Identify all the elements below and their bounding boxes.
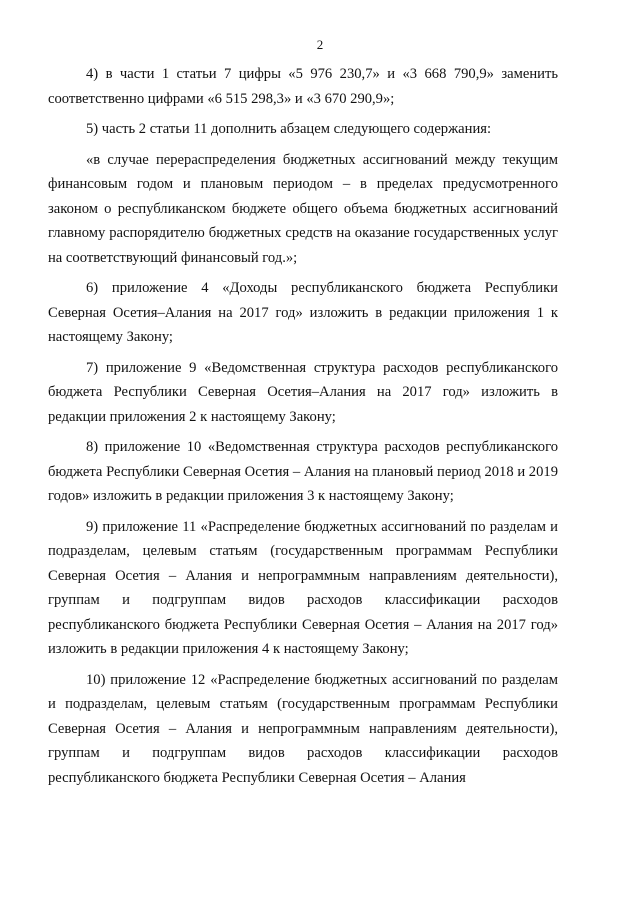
paragraph-item-10: 10) приложение 12 «Распределение бюджетных ассигнований по разделам и подразделам, целевым статьям (государственным программам Республики Северная Осетия – Алания и непрограммным направлениям деятельности), группам и подгруппам видов расходов классификации расходов республиканского бюджета Республики Северная Осетия – Алания <box>48 671 558 786</box>
page-number: 2 <box>316 37 324 52</box>
paragraph-item-6: 6) приложение 4 «Доходы республиканского бюджета Республики Северная Осетия–Алания на 2017 год» изложить в редакции приложения 1 к настоящему Закону; <box>48 280 558 345</box>
paragraph-quoted-insert: «в случае перераспределения бюджетных ассигнований между текущим финансовым годом и плановым периодом – в пределах предусмотренного законом о республиканском бюджете общего объема бюджетных ассигнований главному распорядителю бюджетных средств на оказание государственных услуг на соответствующий финансовый год.»; <box>48 151 558 266</box>
paragraph-item-9: 9) приложение 11 «Распределение бюджетных ассигнований по разделам и подразделам, целевым статьям (государственным программам Республики Северная Осетия – Алания и непрограммным направлениям деятельности), группам и подгруппам видов расходов классификации расходов республиканского бюджета Республики Северная Осетия – Алания на 2017 год» изложить в редакции приложения 4 к настоящему Закону; <box>48 518 558 657</box>
document-body <box>48 62 558 796</box>
paragraph-item-7: 7) приложение 9 «Ведомственная структура расходов республиканского бюджета Республики Северная Осетия–Алания на 2017 год» изложить в редакции приложения 2 к настоящему Закону; <box>48 359 558 425</box>
paragraph-item-4: 4) в части 1 статьи 7 цифры «5 976 230,7» и «3 668 790,9» заменить соответственно цифрами «6 515 298,3» и «3 670 290,9»; <box>48 66 558 107</box>
paragraph-item-8: 8) приложение 10 «Ведомственная структура расходов республиканского бюджета Республики Северная Осетия – Алания на плановый период 2018 и 2019 годов» изложить в редакции приложения 3 к настоящему Закону; <box>48 439 558 504</box>
paragraph-item-5: 5) часть 2 статьи 11 дополнить абзацем следующего содержания: <box>86 121 492 137</box>
